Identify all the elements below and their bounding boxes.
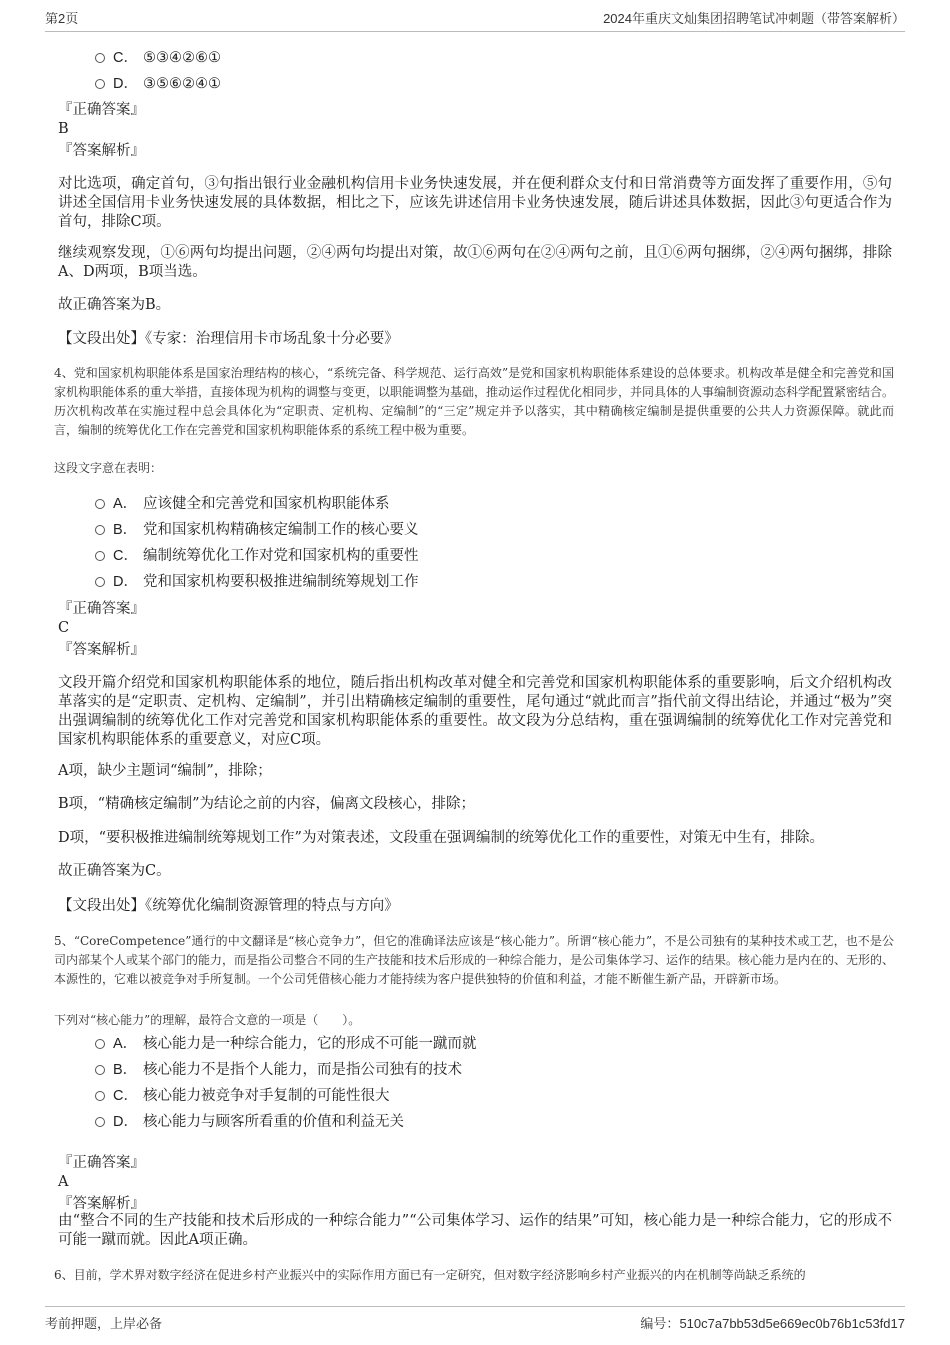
- radio-icon[interactable]: [95, 551, 105, 561]
- q4-analysis-conclusion: 故正确答案为C。: [58, 863, 171, 879]
- radio-icon[interactable]: [95, 577, 105, 587]
- q4-option-c[interactable]: C． 编制统筹优化工作对党和国家机构的重要性: [95, 546, 419, 566]
- q3-option-d[interactable]: D． ③⑤⑥②④①: [95, 74, 221, 94]
- q4-answer-label: 『正确答案』: [58, 601, 145, 617]
- q5-option-b[interactable]: B． 核心能力不是指个人能力，而是指公司独有的技术: [95, 1060, 462, 1080]
- radio-icon[interactable]: [95, 79, 105, 89]
- footer-slogan: 考前押题，上岸必备: [45, 1316, 163, 1331]
- q5-question: 下列对“核心能力”的理解，最符合文意的一项是（ ）。: [54, 1013, 361, 1027]
- q3-answer: B: [58, 121, 69, 137]
- q3-option-c[interactable]: C． ⑤③④②⑥①: [95, 48, 221, 68]
- header-divider: [45, 31, 905, 32]
- q3-analysis-paragraph-2: 继续观察发现，①⑥两句均提出问题，②④两句均提出对策，故①⑥两句在②④两句之前，且①⑥两句捆绑，②④两句捆绑，排除A、D两项，B项当选。: [58, 245, 892, 280]
- radio-icon[interactable]: [95, 1039, 105, 1049]
- q5-option-c[interactable]: C． 核心能力被竞争对手复制的可能性很大: [95, 1086, 390, 1106]
- radio-icon[interactable]: [95, 1117, 105, 1127]
- q4-option-b[interactable]: B． 党和国家机构精确核定编制工作的核心要义: [95, 520, 419, 540]
- q5-stem: 5、“CoreCompetence”通行的中文翻译是“核心竞争力”，但它的准确译法应该是“核心能力”。所谓“核心能力”，不是公司独有的某种技术或工艺，也不是公司内部某个人或某个部门的能力，而是指公司整合不同的生产技能和技术后形成的一种综合能力，是公司集体学习、运作的结果。核心能力是内在的、无形的、本源性的，它难以被竞争对手所复制。一个公司凭借核心能力才能持续为客户提供独特的价值和利益，才能不断催生新产品，开辟新市场。: [54, 934, 895, 986]
- q6-stem: 6、目前，学术界对数字经济在促进乡村产业振兴中的实际作用方面已有一定研究，但对数字经济影响乡村产业振兴的内在机制等尚缺乏系统的: [54, 1268, 806, 1282]
- q4-option-a[interactable]: A． 应该健全和完善党和国家机构职能体系: [95, 494, 390, 514]
- q3-source: 【文段出处】《专家：治理信用卡市场乱象十分必要》: [58, 331, 399, 347]
- q4-option-d[interactable]: D． 党和国家机构要积极推进编制统筹规划工作: [95, 572, 419, 592]
- q3-analysis-paragraph-1: 对比选项，确定首句，③句指出银行业金融机构信用卡业务快速发展，并在便利群众支付和日常消费等方面发挥了重要作用，⑤句讲述全国信用卡业务快速发展的具体数据，相比之下，应该先讲述信用卡业务快速发展，随后讲述具体数据，因此③句更适合作为首句，排除C项。: [58, 176, 892, 230]
- q3-analysis-label: 『答案解析』: [58, 143, 145, 159]
- document-code: 编号：510c7a7bb53d5e669ec0b76b1c53fd17: [640, 1316, 905, 1331]
- q5-answer: A: [58, 1174, 69, 1190]
- radio-icon[interactable]: [95, 499, 105, 509]
- radio-icon[interactable]: [95, 525, 105, 535]
- q4-analysis-option-a: A项，缺少主题词“编制”，排除；: [58, 763, 272, 779]
- q4-stem: 4、党和国家机构职能体系是国家治理结构的核心，“系统完备、科学规范、运行高效”是党和国家机构职能体系建设的总体要求。机构改革是健全和完善党和国家机构职能体系的重大举措，直接体现为机构的调整与变更，以职能调整为基础，推动运作过程优化相同步，并同具体的人事编制资源动态科学配置紧密结合。历次机构改革在实施过程中总会具体化为“定职责、定机构、定编制”的“三定”规定并予以落实，其中精确核定编制是提供重要的公共人力资源保障。就此而言，编制的统筹优化工作在完善党和国家机构职能体系的系统工程中极为重要。: [54, 366, 895, 437]
- q5-analysis-label: 『答案解析』: [58, 1196, 145, 1212]
- q4-analysis-label: 『答案解析』: [58, 642, 145, 658]
- q4-answer: C: [58, 620, 70, 636]
- page-number: 第2页: [45, 11, 79, 26]
- footer-divider: [45, 1306, 905, 1307]
- q5-option-a[interactable]: A． 核心能力是一种综合能力，它的形成不可能一蹴而就: [95, 1034, 477, 1054]
- q4-analysis-option-b: B项，“精确核定编制”为结论之前的内容，偏离文段核心，排除；: [58, 796, 475, 812]
- document-title: 2024年重庆文灿集团招聘笔试冲刺题（带答案解析）: [603, 11, 905, 26]
- q3-answer-label: 『正确答案』: [58, 102, 145, 118]
- q5-option-d[interactable]: D． 核心能力与顾客所看重的价值和利益无关: [95, 1112, 404, 1132]
- q4-analysis-option-d: D项，“要积极推进编制统筹规划工作”为对策表述，文段重在强调编制的统筹优化工作的重要性，对策无中生有，排除。: [58, 830, 824, 846]
- q4-question: 这段文字意在表明：: [54, 461, 163, 475]
- q5-analysis: 由“整合不同的生产技能和技术后形成的一种综合能力”“公司集体学习、运作的结果”可知，核心能力是一种综合能力，它的形成不可能一蹴而就。因此A项正确。: [58, 1213, 892, 1248]
- q3-analysis-conclusion: 故正确答案为B。: [58, 297, 171, 313]
- q5-answer-label: 『正确答案』: [58, 1155, 145, 1171]
- radio-icon[interactable]: [95, 53, 105, 63]
- radio-icon[interactable]: [95, 1091, 105, 1101]
- q4-analysis-paragraph-1: 文段开篇介绍党和国家机构职能体系的地位，随后指出机构改革对健全和完善党和国家机构职能体系的重要影响，后文介绍机构改革落实的是“定职责、定机构、定编制”，并引出精确核定编制的重要性，尾句通过“就此而言”指代前文得出结论，并通过“极为”突出强调编制的统筹优化工作对完善党和国家机构职能体系的重要性。故文段为分总结构，重在强调编制的统筹优化工作对完善党和国家机构职能体系的重要意义，对应C项。: [58, 675, 892, 748]
- q4-source: 【文段出处】《统筹优化编制资源管理的特点与方向》: [58, 898, 399, 914]
- radio-icon[interactable]: [95, 1065, 105, 1075]
